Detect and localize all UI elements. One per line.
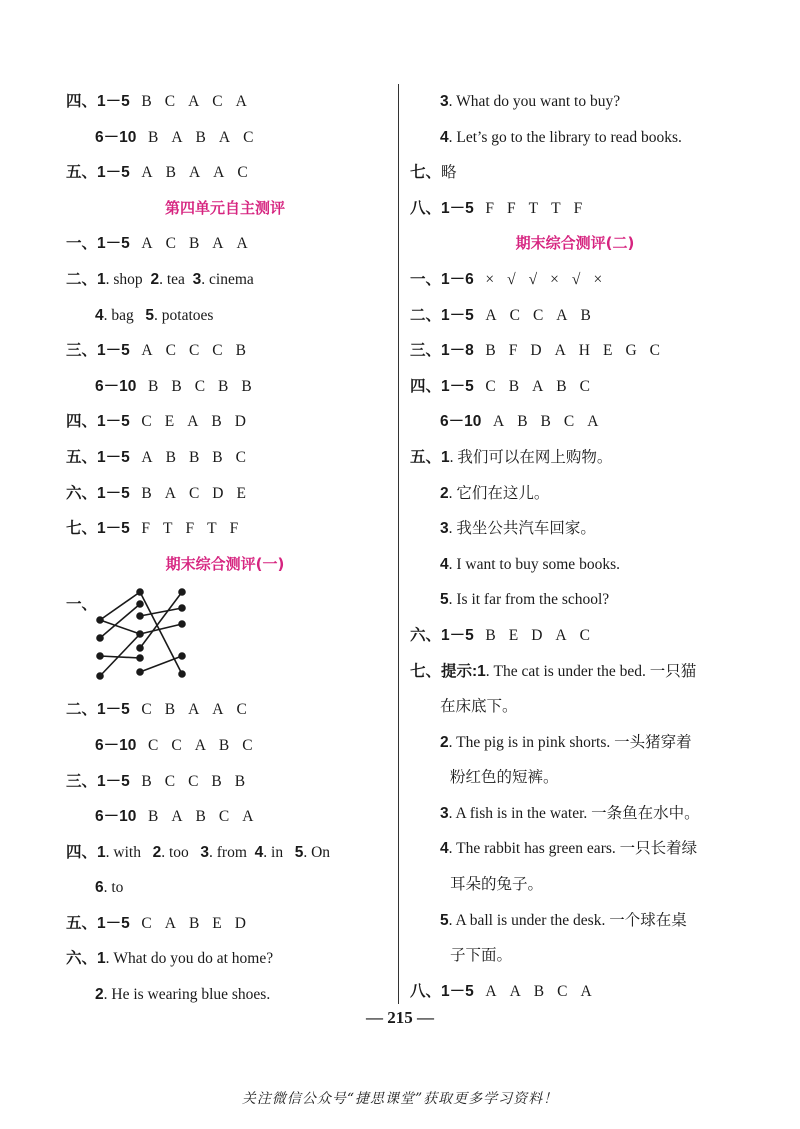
answer-item: A (188, 93, 200, 110)
answer-item: A (141, 164, 153, 182)
match-line (100, 592, 140, 620)
answer-list (485, 627, 603, 644)
answer-list (141, 773, 258, 790)
matching-diagram (66, 582, 384, 692)
answer-item: G (625, 342, 637, 360)
answer-row: 子下面。 (450, 947, 513, 965)
answer-item: C (164, 772, 176, 790)
answer-item: B (164, 701, 176, 719)
answer-row: 5. Is it far from the school? (440, 591, 610, 609)
answer-list (141, 520, 251, 537)
answer-list (141, 413, 259, 430)
answer-item: C (212, 342, 223, 360)
column-divider (398, 84, 399, 1004)
answer-row: 粉红色的短裤。 (450, 769, 559, 787)
match-line (100, 604, 140, 638)
answer-item: A (485, 306, 497, 324)
answer-item: C (212, 93, 223, 110)
answer-row: 七、提示:1. The cat is under the bed. 一只猫 (410, 662, 697, 680)
answer-item: A (213, 164, 225, 182)
answer-item: C (532, 306, 544, 324)
match-dot (137, 613, 143, 619)
answer-item: B (148, 377, 159, 395)
answer-row: 4. I want to buy some books. (440, 555, 620, 573)
answer-row: 三、1－5 B C C B B (66, 764, 384, 800)
answer-item: B (211, 772, 222, 790)
answer-item: B (556, 377, 567, 395)
answer-item: F (507, 199, 516, 217)
answer-item: B (235, 342, 246, 360)
answer-row: 二、1. shop 2. tea 3. cinema (66, 270, 254, 288)
answer-row: 六、1－5 B A C D E (66, 476, 384, 512)
answer-item: C (242, 736, 253, 754)
answer-item: T (207, 520, 217, 538)
answer-row: 二、1－5 A C C A B (410, 298, 740, 334)
answer-list (141, 449, 259, 466)
answer-item: C (557, 982, 568, 1000)
answer-row: 4. The rabbit has green ears. 一只长着绿 (440, 840, 698, 858)
answer-item: A (235, 93, 247, 110)
answer-row: 耳朵的兔子。 (450, 876, 544, 894)
answer-item: √ (571, 270, 581, 288)
answer-item: × (485, 270, 495, 288)
answer-row: 一、1－5 A C B A A (66, 226, 384, 262)
answer-row: 6－10 C C A B C (66, 728, 384, 764)
match-dot (179, 621, 185, 627)
answer-item: C (485, 377, 496, 395)
answer-item: C (188, 342, 200, 360)
answer-item: T (163, 520, 173, 538)
match-dot (137, 655, 143, 661)
answer-list (485, 271, 615, 288)
answer-item: F (485, 199, 495, 217)
answer-row: 6－10 A B B C A (410, 404, 740, 440)
answer-list (141, 93, 259, 110)
answer-item: C (141, 413, 152, 431)
answer-item: B (211, 413, 222, 431)
answer-item: A (587, 413, 599, 431)
match-line (140, 592, 182, 648)
answer-list (141, 342, 259, 359)
answer-item: C (188, 484, 200, 502)
answer-row: 6－10 B B C B B (66, 369, 384, 405)
answer-item: C (188, 772, 199, 790)
match-dot (137, 601, 143, 607)
answer-item: × (593, 270, 603, 288)
answer-item: C (165, 342, 176, 360)
match-dot (179, 671, 185, 677)
answer-item: B (188, 448, 200, 466)
answer-item: B (165, 448, 176, 466)
answer-item: B (148, 128, 159, 146)
answer-row: 一、1－6 × √ √ × √ × (410, 262, 740, 298)
left-column (66, 84, 384, 1013)
answer-row: 5. A ball is under the desk. 一个球在桌 (440, 911, 687, 929)
answer-item: C (563, 413, 575, 431)
answer-item: A (212, 701, 224, 719)
answer-list (485, 378, 603, 395)
answer-item: B (141, 484, 152, 502)
answer-item: B (195, 128, 206, 146)
answer-row: 五、1－5 A B A A C (66, 155, 384, 191)
match-dot (97, 635, 103, 641)
answer-row: 四、1－5 B C A C A (66, 84, 384, 120)
match-dot (97, 617, 103, 623)
answer-item: A (493, 413, 505, 431)
answer-item: D (234, 413, 246, 431)
answer-list (148, 378, 265, 395)
answer-item: C (218, 808, 230, 826)
answer-item: A (554, 342, 566, 360)
answer-item: E (212, 914, 222, 932)
match-dot (97, 673, 103, 679)
answer-item: C (148, 736, 159, 754)
answer-item: B (188, 914, 200, 932)
answer-item: D (234, 914, 246, 932)
answer-item: E (164, 413, 175, 431)
answer-row: 3. What do you want to buy? (440, 93, 621, 110)
answer-item: C (237, 164, 248, 182)
answer-list (485, 983, 604, 1000)
answer-row: 2. The pig is in pink shorts. 一头猪穿着 (440, 733, 692, 751)
answer-item: A (194, 736, 206, 754)
match-dot (97, 653, 103, 659)
answer-row: 4. bag 5. potatoes (95, 306, 214, 324)
answer-item: A (218, 128, 231, 146)
answer-item: B (485, 342, 496, 360)
answer-row: 四、1－5 C E A B D (66, 404, 384, 440)
answer-item: C (235, 448, 246, 466)
answer-item: D (530, 342, 542, 360)
answer-item: A (555, 626, 567, 644)
match-line (100, 656, 140, 658)
answer-list (141, 701, 259, 718)
answer-item: A (485, 982, 497, 1000)
answer-item: A (141, 235, 153, 253)
match-dot (137, 645, 143, 651)
answer-list (485, 342, 673, 359)
answer-item: A (212, 235, 224, 253)
answer-list (485, 200, 595, 217)
answer-row: 四、1. with 2. too 3. from 4. in 5. On (66, 843, 331, 861)
answer-item: C (649, 342, 660, 360)
answer-item: B (241, 377, 252, 395)
answer-item: A (187, 413, 199, 431)
answer-item: T (528, 199, 539, 217)
answer-row: 6－10 B A B A C (66, 120, 384, 156)
page-number: — 215 — (366, 1008, 434, 1027)
answer-item: × (550, 270, 559, 288)
answer-item: C (141, 701, 152, 719)
answer-row: 三、1－5 A C C C B (66, 333, 384, 369)
answer-list (141, 164, 260, 181)
answer-item: B (165, 164, 176, 182)
answer-item: F (573, 199, 583, 217)
answer-item: C (579, 377, 590, 395)
answer-list (141, 915, 259, 932)
answer-item: B (517, 413, 528, 431)
answer-item: A (556, 306, 568, 324)
matching-label: 一、 (66, 596, 98, 614)
answer-item: B (508, 377, 520, 395)
answer-item: B (148, 808, 159, 826)
answer-row: 二、1－5 C B A A C (66, 692, 384, 728)
matching-lines-figure (94, 586, 194, 686)
answer-list (148, 808, 266, 825)
answer-row: 五、1－5 A B B B C (66, 440, 384, 476)
answer-row: 4. Let’s go to the library to read books. (440, 128, 682, 146)
answer-item: C (243, 128, 254, 146)
answer-row: 八、1－5 A A B C A (410, 974, 740, 1010)
answer-item: C (509, 306, 520, 324)
answer-item: C (171, 736, 182, 754)
answer-row: 五、1. 我们可以在网上购物。 (410, 448, 613, 466)
answer-item: E (508, 626, 519, 644)
answer-item: A (188, 164, 201, 182)
answer-item: B (171, 377, 182, 395)
answer-item: B (485, 626, 496, 644)
answer-item: √ (507, 270, 516, 288)
footer-note: 关注微信公众号“捷思课堂”获取更多学习资料！ (241, 1091, 559, 1107)
answer-item: B (234, 772, 246, 790)
answer-item: B (540, 413, 551, 431)
answer-item: A (171, 808, 183, 826)
section-heading: 期末综合测评(一) (165, 554, 285, 573)
answer-row: 三、1－8 B F D A H E G C (410, 333, 740, 369)
answer-row: 七、1－5 F T F T F (66, 511, 384, 547)
answer-item: C (194, 377, 206, 395)
answer-item: A (236, 235, 248, 253)
answer-item: A (171, 128, 183, 146)
answer-row: 在床底下。 (440, 698, 518, 716)
answer-item: A (509, 982, 521, 1000)
answer-item: F (141, 520, 151, 538)
answer-row: 六、1. What do you do at home? (66, 950, 274, 968)
answer-item: B (533, 982, 545, 1000)
answer-row: 四、1－5 C B A B C (410, 369, 740, 405)
answer-row: 七、略 (410, 164, 457, 182)
answer-item: B (580, 306, 591, 324)
match-dot (137, 589, 143, 595)
answer-item: B (141, 93, 152, 110)
answer-item: C (236, 701, 247, 719)
section-heading: 第四单元自主测评 (164, 198, 285, 217)
answer-item: A (141, 448, 153, 466)
answer-item: B (195, 808, 206, 826)
answer-item: H (578, 342, 590, 360)
answer-row: 6－10 B A B C A (66, 799, 384, 835)
answer-row: 2. He is wearing blue shoes. (95, 986, 271, 1004)
match-dot (137, 669, 143, 675)
answer-item: A (532, 377, 544, 395)
answer-item: B (188, 235, 200, 253)
section-heading: 期末综合测评(二) (515, 234, 635, 253)
answer-item: F (508, 342, 518, 360)
match-dot (137, 631, 143, 637)
match-line (100, 634, 140, 676)
match-dot (179, 605, 185, 611)
answer-list (493, 413, 611, 430)
answer-item: B (218, 736, 230, 754)
match-dot (179, 589, 185, 595)
answer-row: 3. A fish is in the water. 一条鱼在水中。 (440, 804, 700, 822)
answer-item: √ (528, 270, 538, 288)
answer-item: A (164, 484, 176, 502)
answer-item: F (185, 520, 195, 538)
match-line (140, 608, 182, 616)
answer-item: T (551, 199, 561, 217)
answer-item: F (229, 520, 239, 538)
answer-item: C (141, 914, 152, 932)
answer-item: E (602, 342, 613, 360)
answer-row: 2. 它们在这儿。 (440, 484, 550, 502)
answer-row: 八、1－5 F F T T F (410, 191, 740, 227)
answer-item: D (531, 626, 543, 644)
right-column (410, 84, 740, 1009)
answer-item: B (212, 448, 223, 466)
answer-list (148, 129, 266, 146)
answer-row: 六、1－5 B E D A C (410, 618, 740, 654)
answer-item: C (164, 93, 176, 110)
answer-row: 五、1－5 C A B E D (66, 906, 384, 942)
answer-list (141, 485, 259, 502)
answer-item: A (141, 342, 153, 360)
answer-list (485, 307, 603, 324)
answer-item: E (236, 484, 246, 502)
answer-item: A (164, 914, 176, 932)
answer-item: C (165, 235, 176, 253)
answer-item: B (141, 772, 152, 790)
answer-row: 3. 我坐公共汽车回家。 (440, 520, 596, 538)
answer-item: A (242, 808, 254, 826)
answer-item: A (580, 982, 592, 1000)
answer-item: B (218, 377, 229, 395)
answer-row: 6. to (95, 879, 124, 897)
answer-item: C (579, 626, 590, 644)
match-dot (179, 653, 185, 659)
answer-item: D (212, 484, 224, 502)
answer-item: A (188, 701, 200, 719)
match-line (140, 656, 182, 672)
answer-list (148, 737, 266, 754)
answer-list (141, 235, 260, 252)
